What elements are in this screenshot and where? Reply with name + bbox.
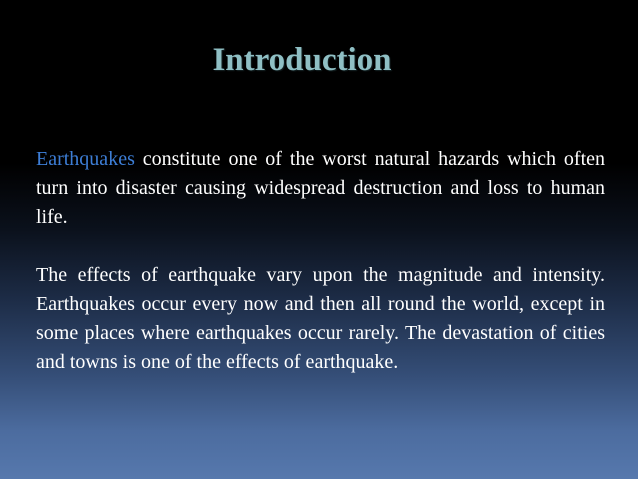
- slide-title: Introduction: [212, 42, 392, 78]
- slide-body: [36, 145, 605, 377]
- paragraph-effects: The effects of earthquake vary upon the magnitude and intensity. Earthquakes occur every now and then all round the world, except in some places where earthquakes occur rarely. The devastation of cities and towns is one of the effects of earthquake.: [36, 264, 605, 373]
- paragraph-intro: [36, 145, 605, 232]
- highlighted-term: Earthquakes: [36, 148, 135, 170]
- paragraph-intro-text: constitute one of the worst natural hazards which often turn into disaster causing widespread destruction and loss to human life.: [36, 148, 605, 228]
